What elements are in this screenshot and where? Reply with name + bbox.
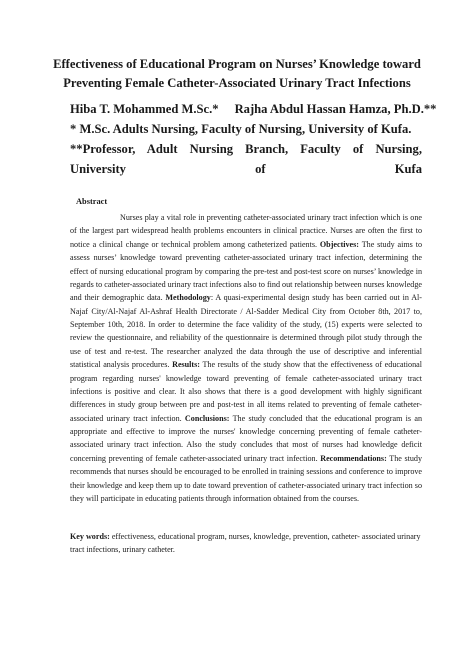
recommendations-text: The study recommends that nurses should be encouraged to be enrolled in training sessions and conference to improve their knowledge and keep them up to date toward prevention of catheter-associated urinary tract infection so they will participate in educating patients through information obtained from the courses. — [70, 453, 422, 503]
author-names — [70, 99, 437, 119]
results-label: Results: — [172, 360, 200, 370]
methodology-text: : A quasi-experimental design study has been carried out in Al-Najaf City/Al-Najaf Al-Ashraf Health Directorate / Al-Sadder Medical City from October 8th, 2017 to, September 10th, 2018. In order to determine the face validity of the study, (15) experts were selected to review the questionnaire, and reliability of the questionnaire is determined through pilot study through the use of test and re-test. The researcher analyzed the data through the use of descriptive and inferential statistical analysis procedures. — [70, 293, 422, 370]
affiliation-1: * M.Sc. Adults Nursing, Faculty of Nursing, University of Kufa. — [70, 122, 412, 136]
methodology-label: Methodology — [165, 293, 211, 303]
author-2: Rajha Abdul Hassan Hamza, Ph.D.** — [234, 102, 437, 116]
title-line-1: Effectiveness of Educational Program on Nurses’ Knowledge toward — [53, 57, 421, 71]
keywords — [70, 530, 422, 557]
conclusions-label: Conclusions: — [184, 413, 230, 423]
results-text: The results of the study show that the effectiveness of educational program regarding nurses' knowledge toward preventing of female catheter-associated urinary tract infections is positive and clear. It also shows that there is a good development with highly significant differences in study group between pre and post-test in all items related to preventing of female catheter-associated urinary tract infection. — [70, 360, 422, 423]
title-line-2: Preventing Female Catheter-Associated Urinary Tract Infections — [63, 76, 411, 90]
keywords-text: effectiveness, educational program, nurses, knowledge, prevention, catheter- associated urinary tract infections, urinary catheter. — [70, 532, 421, 555]
author-1: Hiba T. Mohammed M.Sc.* — [70, 102, 219, 116]
author-block — [70, 99, 437, 179]
affiliation-2: **Professor, Adult Nursing Branch, Faculty of Nursing, University of Kufa — [70, 142, 422, 176]
conclusions-text: The study concluded that the educational program is an appropriate and effective to improve the nurses' knowledge concerning preventing of female catheter-associated urinary tract infection. Also the study concludes that most of nurses had knowledge deficit concerning preventing of female catheter-associated urinary tract infection. — [70, 413, 422, 463]
abstract-heading: Abstract — [76, 197, 108, 206]
abstract-paragraph — [70, 211, 422, 505]
paper-title — [40, 55, 434, 93]
keywords-label: Key words: — [70, 532, 110, 541]
objectives-label: Objectives: — [319, 239, 359, 249]
abstract-body — [70, 211, 422, 505]
objectives-text: The study aims to assess nurses’ knowledge toward preventing catheter-associated urinary tract infection, determining the effect of nursing educational program by comparing the pre-test and post-test score on nurses’ knowledge in regards to catheter-associated urinary tract infections also to find out relationship between nurses knowledge and their demographic data. — [70, 239, 422, 303]
recommendations-label: Recommendations: — [320, 453, 387, 463]
abstract-intro: Nurses play a vital role in preventing catheter-associated urinary tract infection which is one of the largest part widespread health problems encounters in clinical practice. Nurses are often the first to notice a clinical change or technical problem among catheterized patients. — [70, 213, 422, 249]
